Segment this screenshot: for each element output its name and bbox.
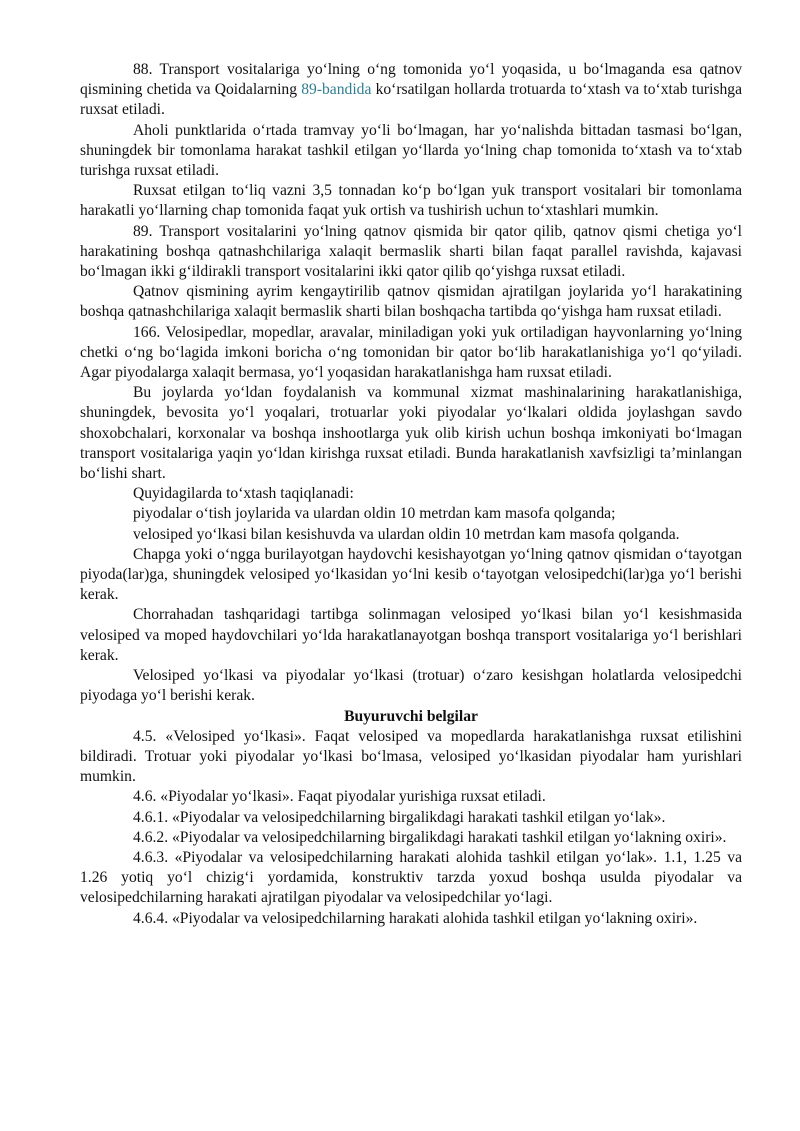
list-item: piyodalar oʻtish joylarida va ulardan oldin 10 metrdan kam masofa qolganda; (133, 505, 616, 523)
paragraph: 4.6.4. «Piyodalar va velosipedchilarning harakati alohida tashkil etilgan yoʻlakning oxiri». (133, 909, 698, 927)
paragraph: Quyidagilarda toʻxtash taqiqlanadi: (133, 485, 354, 503)
paragraph: Ruxsat etilgan toʻliq vazni 3,5 tonnadan koʻp boʻlgan yuk transport vositalari bir tomonlama harakatli yoʻllarning chap tomonida faqat yuk ortish va tushirish uchun toʻxtashlari mumkin. (80, 182, 742, 220)
section-heading: Buyuruvchi belgilar (344, 707, 478, 725)
paragraph: Chapga yoki oʻngga burilayotgan haydovchi kesishayotgan yoʻlning qatnov qismidan oʻtayotgan piyoda(lar)ga, shuningdek velosiped yoʻlkasidan yoʻlni kesib oʻtayotgan velosipedchi(lar)ga yoʻl berishi kerak. (80, 545, 742, 604)
paragraph-88-text-end: koʻrsatilgan hollarda trotuarda toʻxtash va toʻxtab turishga ruxsat etiladi. (80, 81, 743, 119)
paragraph: 4.6.1. «Piyodalar va velosipedchilarning birgalikdagi harakati tashkil etilgan yoʻlak». (133, 808, 666, 826)
paragraph: 4.6.3. «Piyodalar va velosipedchilarning harakati alohida tashkil etilgan yoʻlak». 1.1, 1.25 va 1.26 yotiq yoʻl chizigʻi yordamida, konstruktiv tarzda yoxud boshqa usulda piyodalar va velosipedchilarning harakati ajratilgan piyodalar va velosipedchilar yoʻlagi. (80, 848, 742, 907)
paragraph: 166. Velosipedlar, mopedlar, aravalar, miniladigan yoki yuk ortiladigan hayvonlarning yoʻlning chetki oʻng boʻlagida imkoni boricha oʻng tomonidan bir qator boʻlib harakatlanishiga yoʻl qoʻyiladi. Agar piyodalarga xalaqit bermasa, yoʻl yoqasidan harakatlanishga ham ruxsat etiladi. (80, 323, 742, 382)
paragraph: Chorrahadan tashqaridagi tartibga solinmagan velosiped yoʻlkasi bilan yoʻl kesishmasida velosiped va moped haydovchilari yoʻlda harakatlanayotgan boshqa transport vositalariga yoʻl berishlari kerak. (80, 606, 742, 664)
paragraph: 4.6.2. «Piyodalar va velosipedchilarning birgalikdagi harakati tashkil etilgan yoʻlakning oxiri». (133, 828, 727, 846)
paragraph-88-text-start: 88. Transport vositalariga yoʻlning oʻng tomonida yoʻl yoqasida, u boʻlmaganda esa qatnov qismining chetida va Qoidalarning (80, 61, 742, 99)
paragraph: 89. Transport vositalarini yoʻlning qatnov qismida bir qator qilib, qatnov qismi chetiga yoʻl harakatining boshqa qatnashchilariga xalaqit bermaslik sharti bilan faqat parallel ravishda, kajavasi boʻlmagan ikki gʻildirakli transport vositalarini ikki qator qilib qoʻyishga ruxsat etiladi. (80, 222, 742, 281)
paragraph: 4.6. «Piyodalar yoʻlkasi». Faqat piyodalar yurishiga ruxsat etiladi. (133, 788, 546, 806)
paragraph: 4.5. «Velosiped yoʻlkasi». Faqat velosiped va mopedlarda harakatlanishga ruxsat etilishini bildiradi. Trotuar yoki piyodalar yoʻlkasi boʻlmasa, velosiped yoʻlkasidan piyodalar ham yurishlari mumkin. (80, 727, 742, 786)
paragraph-88 (80, 60, 742, 121)
paragraph: Qatnov qismining ayrim kengaytirilib qatnov qismidan ajratilgan joylarida yoʻl harakatining boshqa qatnashchilariga xalaqit bermaslik sharti bilan boshqacha tartibda qoʻyishga ham ruxsat etiladi. (80, 283, 742, 321)
clause-89-link[interactable]: 89-bandida (301, 81, 372, 99)
list-item: velosiped yoʻlkasi bilan kesishuvda va ulardan oldin 10 metrdan kam masofa qolganda. (133, 525, 680, 543)
paragraph: Velosiped yoʻlkasi va piyodalar yoʻlkasi (trotuar) oʻzaro kesishgan holatlarda velosipedchi piyodaga yoʻl berishi kerak. (80, 667, 742, 705)
paragraph: Bu joylarda yoʻldan foydalanish va kommunal xizmat mashinalarining harakatlanishiga, shuningdek, bevosita yoʻl yoqalari, trotuarlar yoki piyodalar yoʻlkalari oldida joylashgan savdo shoxobchalari, korxonalar va boshqa inshootlarga yuk olib kirish uchun boshqa imkoniyati boʻlmagan transport vositalariga yaqin yoʻldan kirishga ruxsat etiladi. Bunda harakatlanish xavfsizligi taʼminlangan boʻlishi shart. (80, 384, 742, 483)
paragraph: Aholi punktlarida oʻrtada tramvay yoʻli boʻlmagan, har yoʻnalishda bittadan tasmasi boʻlgan, shuningdek bir tomonlama harakat tashkil etilgan yoʻllarda yoʻlning chap tomonida toʻxtash va toʻxtab turishga ruxsat etiladi. (80, 121, 742, 180)
